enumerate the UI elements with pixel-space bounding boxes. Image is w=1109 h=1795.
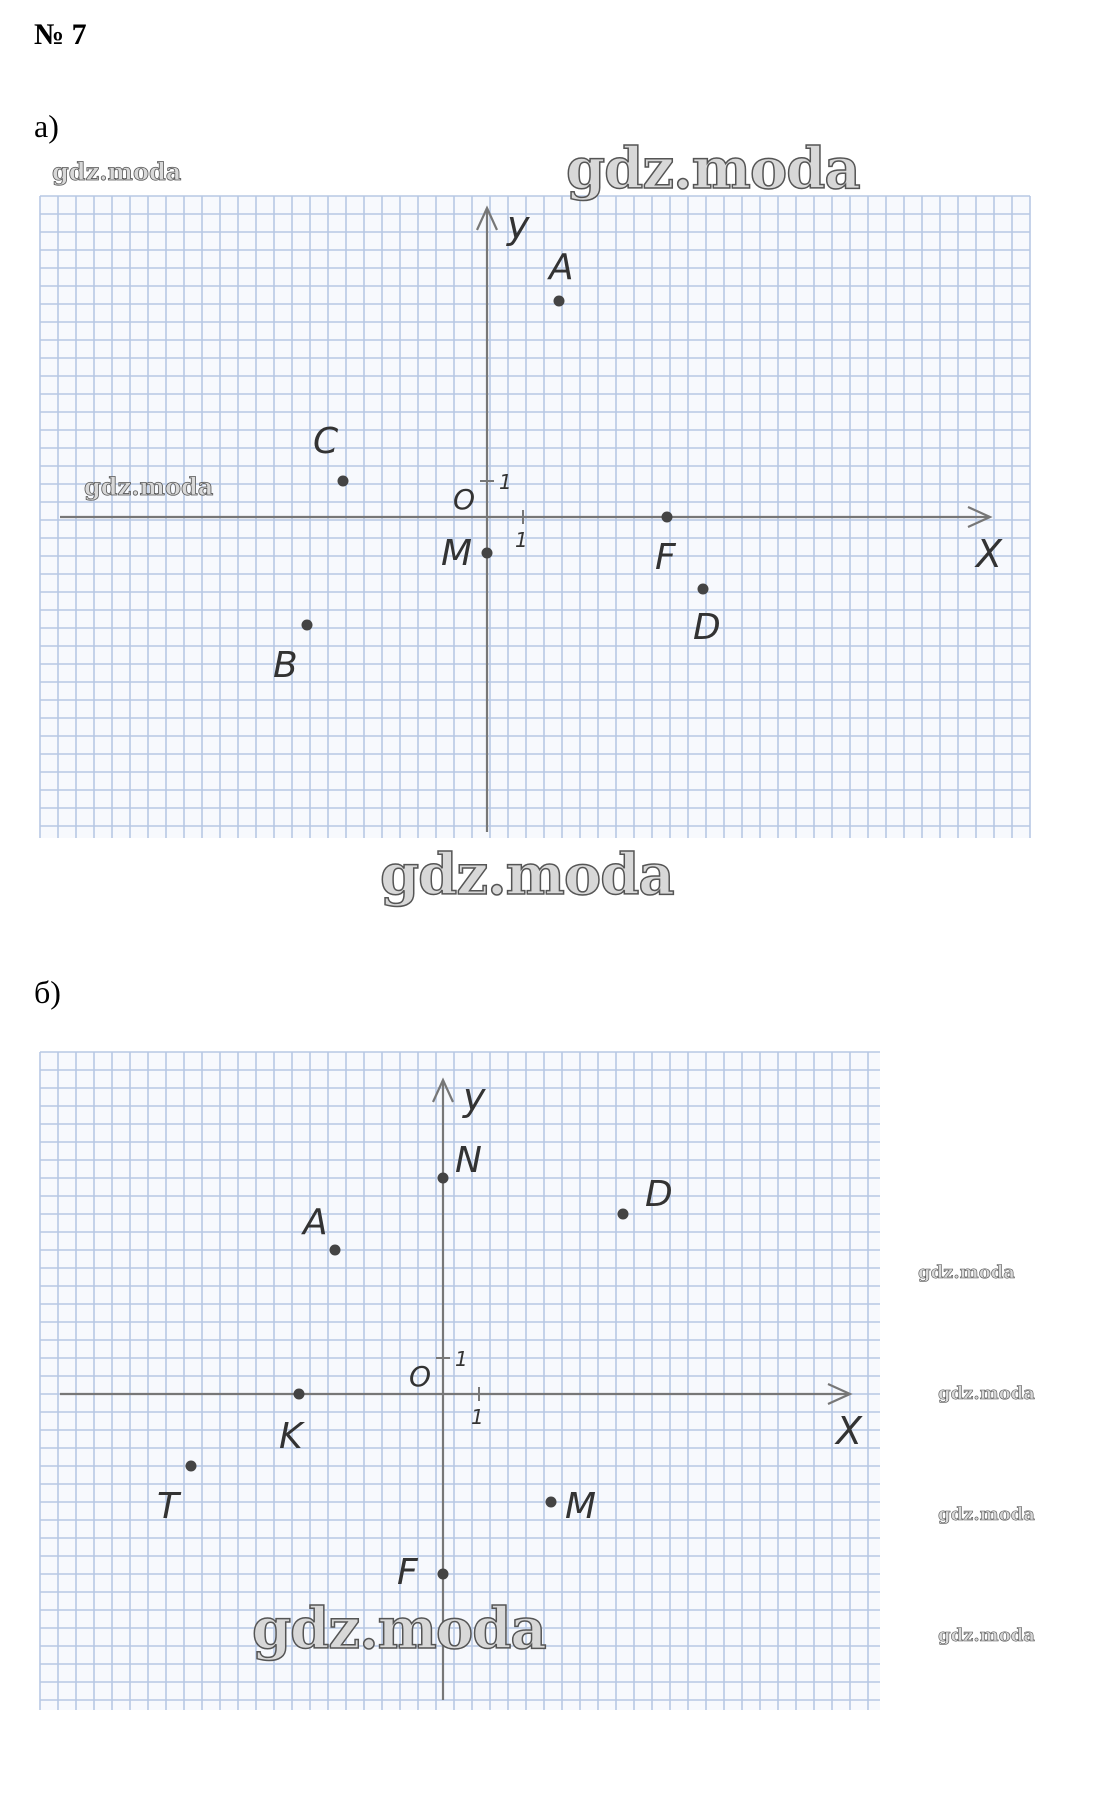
origin-label: O <box>453 483 476 516</box>
y-unit-label: 1 <box>455 1347 468 1371</box>
y-axis-label: y <box>507 203 530 247</box>
point-m-dot <box>482 548 493 559</box>
watermark: gdz.moda <box>938 1383 1035 1404</box>
point-f-label: F <box>397 1552 418 1593</box>
point-k-dot <box>294 1389 305 1400</box>
x-axis-label: X <box>976 532 1003 576</box>
point-b-label: B <box>273 645 298 686</box>
x-axis-label: X <box>836 1409 863 1453</box>
point-d-dot <box>698 584 709 595</box>
point-d-label: D <box>693 607 721 648</box>
point-b-dot <box>302 620 313 631</box>
point-d-dot <box>618 1209 629 1220</box>
point-a-label: A <box>303 1202 328 1243</box>
point-f-label: F <box>655 537 676 578</box>
point-n-dot <box>438 1173 449 1184</box>
point-m-label: M <box>441 533 473 574</box>
task-number: № 7 <box>34 18 87 51</box>
watermark: gdz.moda <box>918 1262 1015 1283</box>
point-a-dot <box>554 296 565 307</box>
watermark: gdz.moda <box>938 1504 1035 1525</box>
watermark: gdz.moda <box>566 136 860 202</box>
y-axis-label: y <box>463 1075 486 1119</box>
point-f-dot <box>438 1569 449 1580</box>
point-t-dot <box>186 1461 197 1472</box>
part-a-label: а) <box>34 108 59 144</box>
point-m-dot <box>546 1497 557 1508</box>
point-a-dot <box>330 1245 341 1256</box>
point-t-label: T <box>157 1486 179 1527</box>
point-d-label: D <box>645 1174 673 1215</box>
point-f-dot <box>662 512 673 523</box>
y-unit-label: 1 <box>499 470 512 494</box>
watermark: gdz.moda <box>252 1596 546 1662</box>
point-n-label: N <box>455 1140 482 1181</box>
watermark: gdz.moda <box>84 472 214 501</box>
watermark: gdz.moda <box>380 842 674 908</box>
point-a-label: A <box>549 247 574 288</box>
x-unit-label: 1 <box>471 1405 484 1429</box>
origin-label: O <box>409 1360 432 1393</box>
point-k-label: K <box>279 1416 303 1457</box>
x-unit-label: 1 <box>515 528 528 552</box>
part-b-label: б) <box>34 974 61 1010</box>
point-m-label: M <box>565 1486 597 1527</box>
point-c-dot <box>338 476 349 487</box>
point-c-label: C <box>313 421 339 462</box>
watermark: gdz.moda <box>938 1625 1035 1646</box>
watermark: gdz.moda <box>52 157 182 186</box>
